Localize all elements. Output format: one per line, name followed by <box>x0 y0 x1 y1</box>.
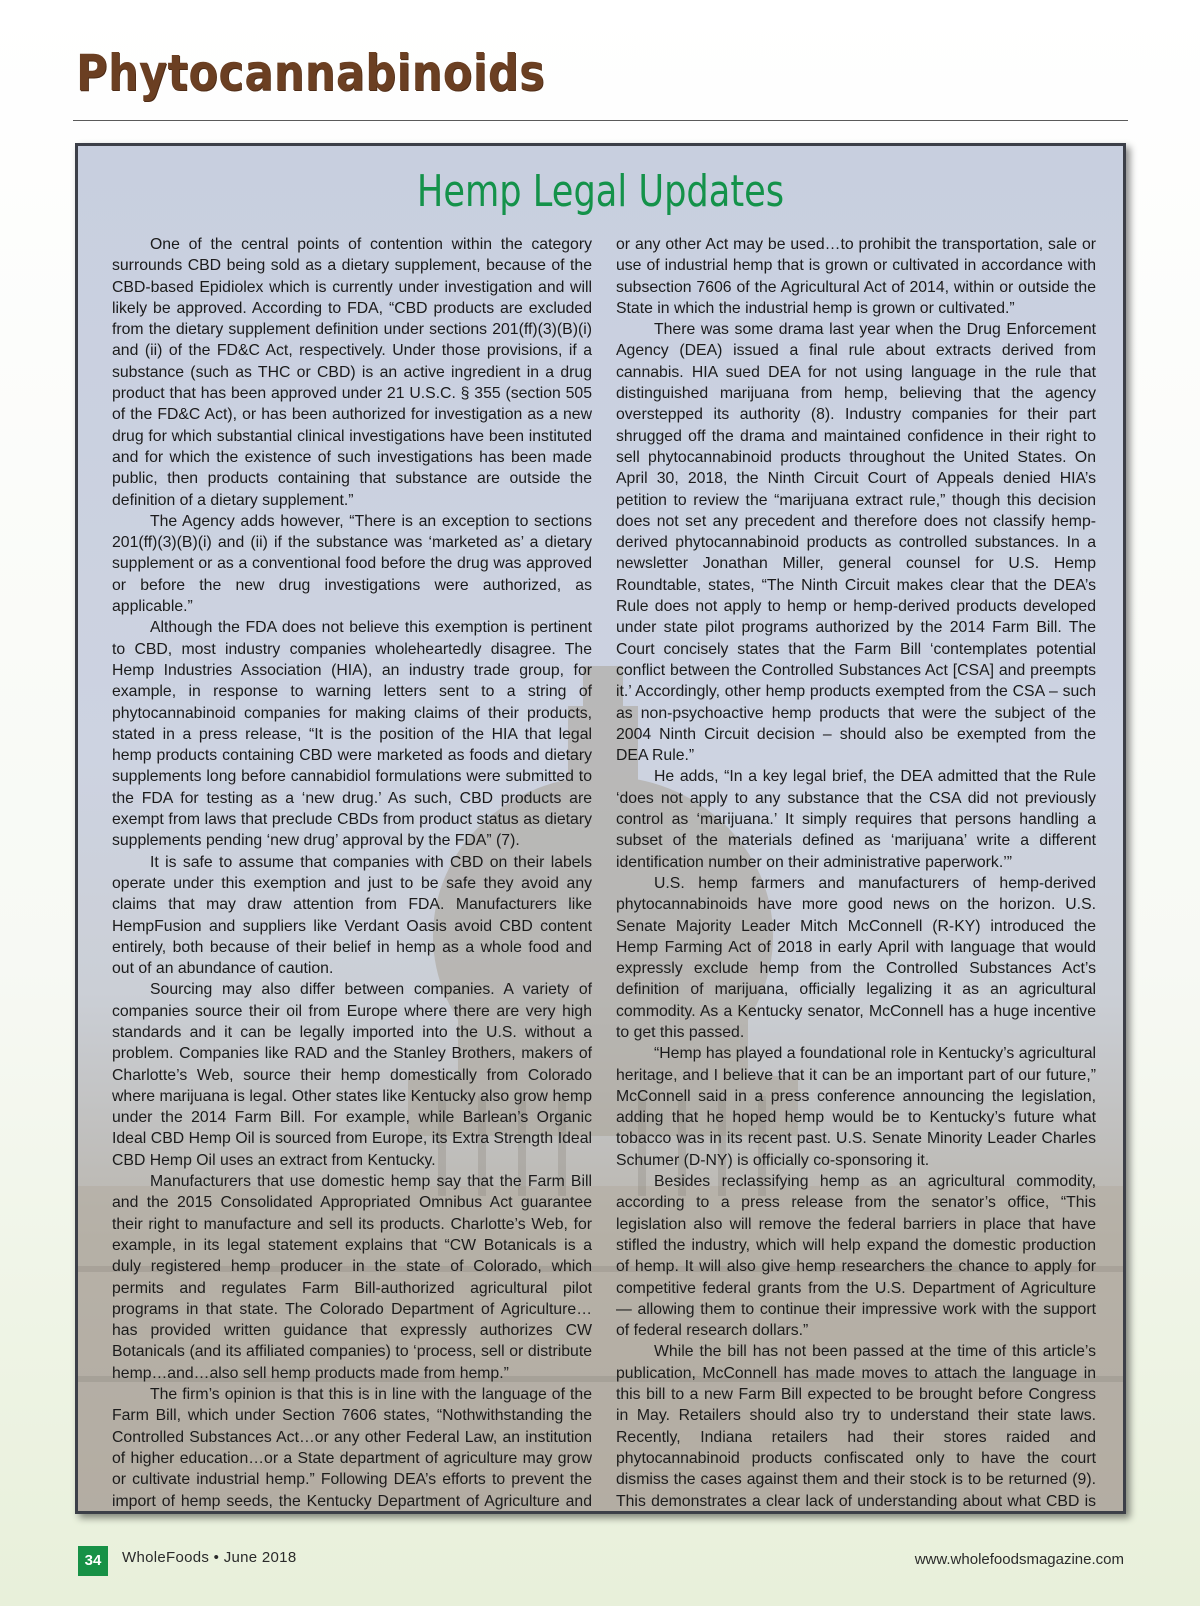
paragraph: Sourcing may also differ between companies. A variety of companies source their oil from Europe where there are very high standards and it can be legally imported into the U.S. without a problem. Companies like RAD and the Stanley Brothers, makers of Charlotte’s Web, source their hemp domestically from Colorado where marijuana is legal. Other states like Kentucky also grow hemp under the 2014 Farm Bill. For example, while Barlean’s Organic Ideal CBD Hemp Oil is sourced from Europe, its Extra Strength Ideal CBD Hemp Oil uses an extract from Kentucky. <box>112 981 592 1169</box>
paragraph-continuation: or any other Act may be used…to prohibit the transportation, sale or use of industrial hemp that is grown or cultivated in accordance with subsection 7606 of the Agricultural Act of 2014, within or outside the State in which the industrial hemp is grown or cultivated.” <box>616 236 1096 317</box>
article-left-column <box>112 234 592 1514</box>
paragraph: Manufacturers that use domestic hemp say that the Farm Bill and the 2015 Consolidated Appropriated Omnibus Act guarantee their right to manufacture and sell its products. Charlotte’s Web, for example, in its legal statement explains that “CW Botanicals is a duly registered hemp producer in the state of Colorado, which permits and regulates Farm Bill-authorized agricultural pilot programs in that state. The Colorado Department of Agriculture…has provided written guidance that expressly authorizes CW Botanicals (and its affiliated companies) to ‘process, sell or distribute hemp…and…also sell hemp products made from hemp.” <box>112 1173 592 1382</box>
article-headline: Hemp Legal Updates <box>416 166 785 217</box>
paragraph: “Hemp has played a foundational role in Kentucky’s agricultural heritage, and I believe that it can be an important part of our future,” McConnell said in a press conference announcing the legislation, adding that he hoped hemp would be to Kentucky’s future what tobacco was in its recent past. U.S. Senate Minority Leader Charles Schumer (D-NY) is officially co-sponsoring it. <box>616 1045 1096 1169</box>
article-box <box>75 143 1126 1514</box>
magazine-issue: WholeFoods • June 2018 <box>122 1549 297 1566</box>
section-title: Phytocannabinoids <box>76 44 546 102</box>
paragraph: He adds, “In a key legal brief, the DEA admitted that the Rule ‘does not apply to any substance that the CSA did not previously control as ‘marijuana.’ It simply requires that persons handling a subset of the materials defined as ‘marijuana’ write a different identification number on their administrative paperwork.’” <box>616 768 1096 871</box>
article-right-column <box>616 234 1096 1514</box>
paragraph: The Agency adds however, “There is an exception to sections 201(ff)(3)(B)(i) and (ii) if the substance was ‘marketed as’ a dietary supplement or as a conventional food before the drug was approved or before the new drug investigations were authorized, as applicable.” <box>112 512 592 616</box>
paragraph: Although the FDA does not believe this exemption is pertinent to CBD, most industry companies wholeheartedly disagree. The Hemp Industries Association (HIA), an industry trade group, for example, in response to warning letters sent to a string of phytocannabinoid companies for making claims of their products, stated in a press release, “It is the position of the HIA that legal hemp products containing CBD were marketed as foods and dietary supplements long before cannabidiol formulations were submitted to the FDA for testing as a ‘new drug.’ As such, CBD products are exempt from laws that preclude CBDs from product status as dietary supplements pending ‘new drug’ approval by the FDA” (7). <box>112 619 592 850</box>
paragraph: The firm’s opinion is that this is in line with the language of the Farm Bill, which under Section 7606 states, “Nothwithstanding the Controlled Substances Act…or any other Federal Law, an institution of higher education…or a State department of agriculture may grow or cultivate industrial hemp.” Following DEA’s efforts to prevent the import of hemp seeds, the Kentucky Department of Agriculture and <box>112 1386 592 1510</box>
paragraph: There was some drama last year when the Drug Enforcement Agency (DEA) issued a final rule about extracts derived from cannabis. HIA sued DEA for not using language in the rule that distinguished marijuana from hemp, believing that the agency overstepped its authority (8). Industry companies for their part shrugged off the drama and maintained confidence in their right to sell phytocannabinoid products throughout the United States. On April 30, 2018, the Ninth Circuit Court of Appeals denied HIA’s petition to review the “marijuana extract rule,” though this decision does not set any precedent and therefore does not classify hemp-derived phytocannabinoid products as controlled substances. In a newsletter Jonathan Miller, general counsel for U.S. Hemp Roundtable, states, “The Ninth Circuit makes clear that the DEA’s Rule does not apply to hemp or hemp-derived products developed under state pilot programs authorized by the 2014 Farm Bill. The Court concisely states that the Farm Bill ‘contemplates potential conflict between the Controlled Substances Act [CSA] and preempts it.’ Accordingly, other hemp products exempted from the CSA – such as non-psychoactive hemp products that were the subject of the 2004 Ninth Circuit decision – should also be exempted from the DEA Rule.” <box>616 321 1096 765</box>
paragraph: Besides reclassifying hemp as an agricultural commodity, according to a press release from the senator’s office, “This legislation also will remove the federal barriers in place that have stifled the industry, which will help expand the domestic production of hemp. It will also give hemp researchers the chance to apply for competitive federal grants from the U.S. Department of Agriculture — allowing them to continue their impressive work with the support of federal research dollars.” <box>616 1173 1096 1340</box>
page-number-badge: 34 <box>78 1546 108 1576</box>
paragraph: While the bill has not been passed at the time of this article’s publication, McConnell has made moves to attach the language in this bill to a new Farm Bill expected to be brought before Congress in May. Retailers should also try to understand their state laws. Recently, Indiana retailers had their stores raided and phytocannabinoid products confiscated only to have the court dismiss the cases against them and their stock is to be returned (9). This demonstrates a clear lack of understanding about what CBD is <box>616 1343 1096 1510</box>
paragraph: U.S. hemp farmers and manufacturers of hemp-derived phytocannabinoids have more good news on the horizon. U.S. Senate Majority Leader Mitch McConnell (R-KY) introduced the Hemp Farming Act of 2018 in early April with language that would expressly exclude hemp from the Controlled Substances Act’s definition of marijuana, officially legalizing it as an agricultural commodity. As a Kentucky senator, McConnell has a huge incentive to get this passed. <box>616 874 1096 1041</box>
paragraph: One of the central points of contention within the category surrounds CBD being sold as a dietary supplement, because of the CBD-based Epidiolex which is currently under investigation and will likely be approved. According to FDA, “CBD products are excluded from the dietary supplement definition under sections 201(ff)(3)(B)(i) and (ii) of the FD&C Act, respectively. Under those provisions, if a substance (such as THC or CBD) is an active ingredient in a drug product that has been approved under 21 U.S.C. § 355 (section 505 of the FD&C Act), or has been authorized for investigation as a new drug for which substantial clinical investigations have been instituted and for which the existence of such investigations has been made public, then products containing that substance are outside the definition of a dietary supplement.” <box>112 236 592 509</box>
title-divider <box>73 120 1128 121</box>
paragraph: It is safe to assume that companies with CBD on their labels operate under this exemption and just to be safe they avoid any claims that may draw attention from FDA. Manufacturers like HempFusion and suppliers like Verdant Oasis avoid CBD content entirely, both because of their belief in hemp as a whole food and out of an abundance of caution. <box>112 853 592 978</box>
magazine-url[interactable]: www.wholefoodsmagazine.com <box>914 1551 1124 1568</box>
